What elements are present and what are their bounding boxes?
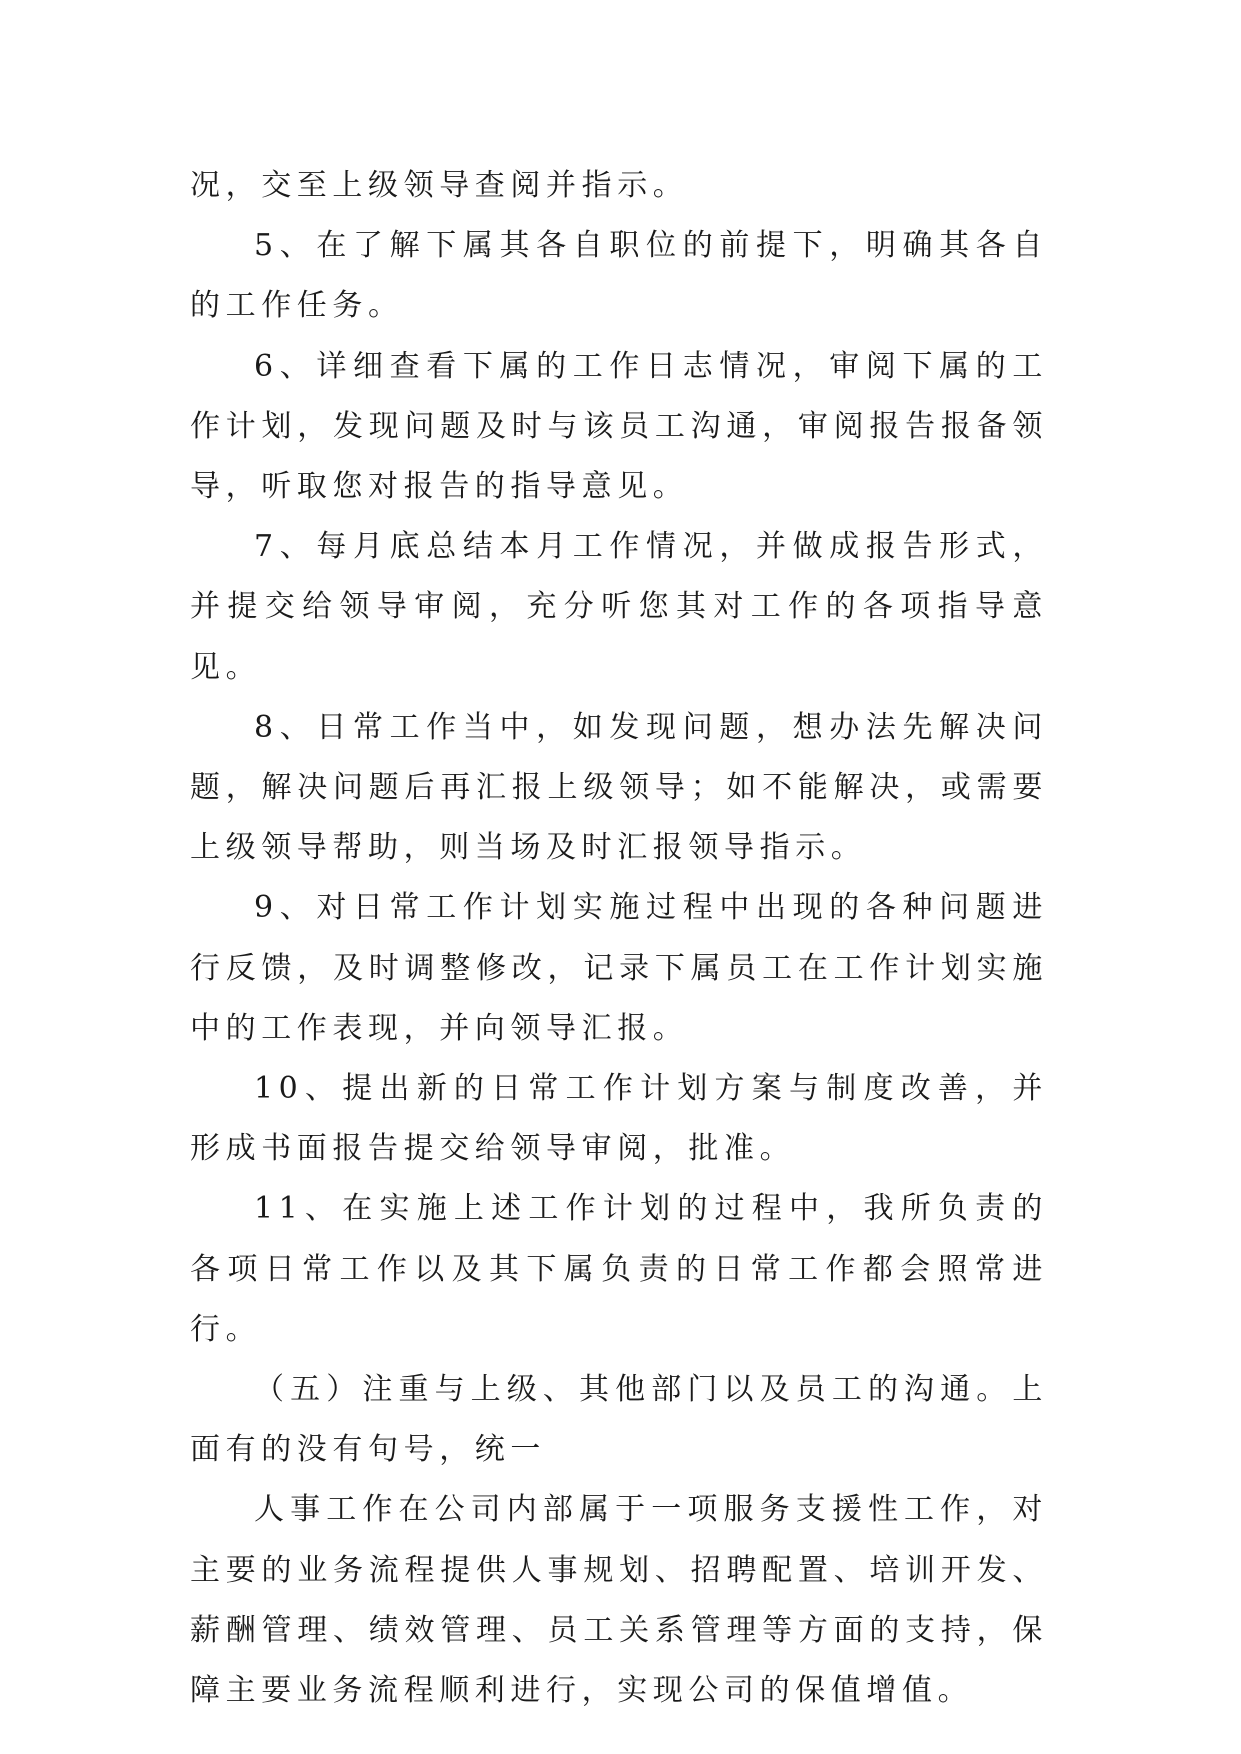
paragraph-item-9: 9、对日常工作计划实施过程中出现的各种问题进行反馈，及时调整修改，记录下属员工在工作计划实施中的工作表现，并向领导汇报。 xyxy=(190,890,1048,1046)
paragraph-item-11: 11、在实施上述工作计划的过程中，我所负责的各项日常工作以及其下属负责的日常工作都会照常进行。 xyxy=(190,1191,1048,1347)
paragraph-item-6: 6、详细查看下属的工作日志情况，审阅下属的工作计划，发现问题及时与该员工沟通，审阅报告报备领导，听取您对报告的指导意见。 xyxy=(190,348,1048,505)
paragraph-continuation: 况，交至上级领导查阅并指示。 xyxy=(190,168,689,203)
paragraph-hr-summary: 人事工作在公司内部属于一项服务支援性工作，对主要的业务流程提供人事规划、招聘配置、培训开发、薪酬管理、绩效管理、员工关系管理等方面的支持，保障主要业务流程顺利进行，实现公司的保值增值。 xyxy=(190,1492,1048,1709)
section-heading-5: （五）注重与上级、其他部门以及员工的沟通。上面有的没有句号，统一 xyxy=(190,1372,1048,1468)
paragraph-item-7: 7、每月底总结本月工作情况，并做成报告形式，并提交给领导审阅，充分听您其对工作的各项指导意见。 xyxy=(190,529,1048,685)
body-text xyxy=(190,156,1048,1721)
paragraph-item-8: 8、日常工作当中，如发现问题，想办法先解决问题，解决问题后再汇报上级领导；如不能解决，或需要上级领导帮助，则当场及时汇报领导指示。 xyxy=(190,709,1048,866)
paragraph-item-5: 5、在了解下属其各自职位的前提下，明确其各自的工作任务。 xyxy=(190,228,1048,324)
paragraph-item-10: 10、提出新的日常工作计划方案与制度改善，并形成书面报告提交给领导审阅，批准。 xyxy=(190,1071,1048,1167)
